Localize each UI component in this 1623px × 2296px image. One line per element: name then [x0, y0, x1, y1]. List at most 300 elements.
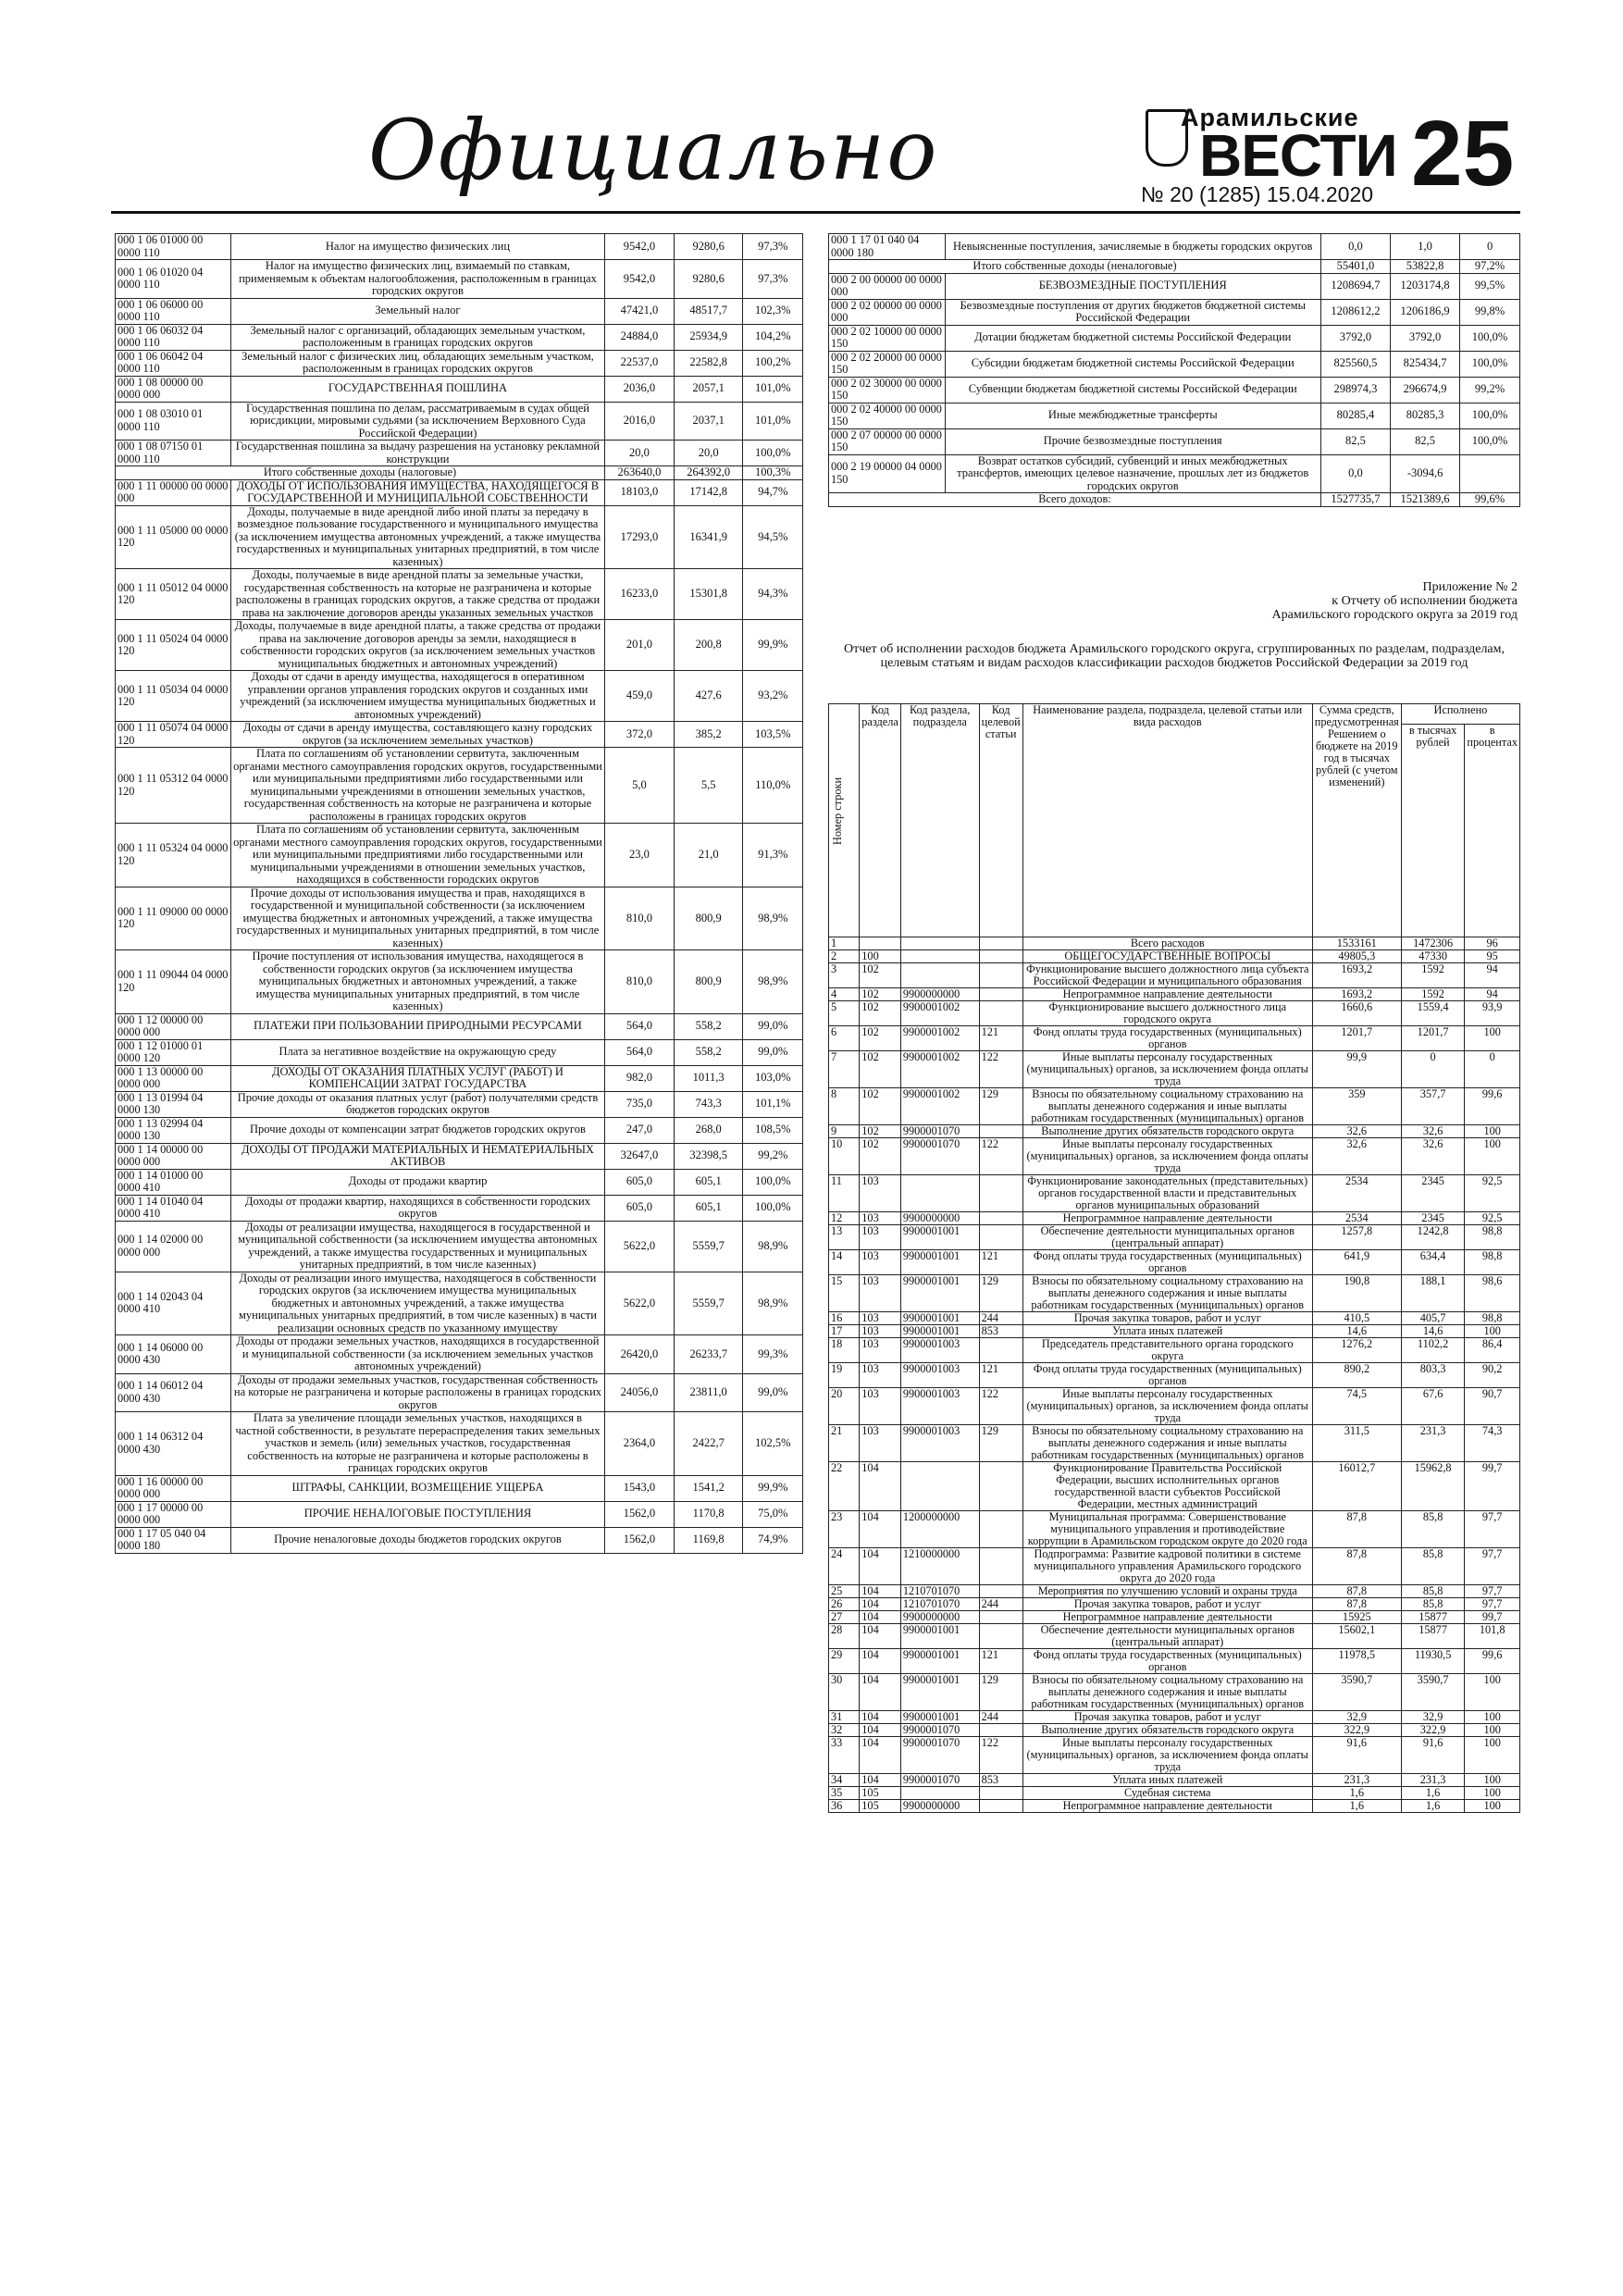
row-target: 9900001001	[900, 1711, 979, 1724]
row-percent: 86,4	[1465, 1338, 1520, 1363]
row-pct: 99,2%	[743, 1143, 803, 1169]
table-row	[116, 1065, 803, 1091]
row-kind: 121	[979, 1649, 1022, 1674]
row-sum: 2534	[1312, 1212, 1401, 1225]
row-plan: 298974,3	[1320, 377, 1390, 403]
row-number: 29	[829, 1649, 860, 1674]
row-fact: 264392,0	[674, 466, 743, 480]
col-name: Наименование раздела, подраздела, целевой статьи или вида расходов	[1022, 704, 1312, 937]
row-pct: 94,5%	[743, 505, 803, 569]
row-pct: 94,7%	[743, 479, 803, 505]
row-number: 6	[829, 1026, 860, 1051]
row-percent: 96	[1465, 937, 1520, 950]
row-plan: 2036,0	[605, 376, 675, 402]
row-fact: 800,9	[674, 887, 743, 950]
table-row	[829, 937, 1520, 950]
row-name: Выполнение других обязательств городского округа	[1022, 1724, 1312, 1737]
appendix-line-3: Арамильского городского округа за 2019 год	[1271, 608, 1518, 622]
row-number: 12	[829, 1212, 860, 1225]
row-percent: 99,7	[1465, 1462, 1520, 1511]
row-plan: 9542,0	[605, 260, 675, 299]
row-name: Функционирование Правительства Российской Федерации, высших исполнительных органов государственной власти субъектов Российской Федерации, местных администраций	[1022, 1462, 1312, 1511]
row-target: 9900001001	[900, 1674, 979, 1711]
row-code: 000 1 11 00000 00 0000 000	[116, 479, 231, 505]
row-section: 104	[860, 1649, 901, 1674]
row-pct: 94,3%	[743, 569, 803, 620]
col-exec-pct: в процентах	[1465, 725, 1520, 937]
row-kind: 122	[979, 1051, 1022, 1088]
row-code: 000 1 12 00000 00 0000 000	[116, 1013, 231, 1039]
row-percent: 100	[1465, 1138, 1520, 1175]
row-pct: 98,9%	[743, 1272, 803, 1335]
row-sum: 1693,2	[1312, 963, 1401, 988]
issue-info: № 20 (1285) 15.04.2020	[1141, 182, 1374, 206]
row-section: 102	[860, 1138, 901, 1175]
row-name: Доходы, получаемые в виде арендной платы за земельные участки, государственная собственность на которые не разграничена и которые расположены в границах городских округов, а также средства от продажи права на заключение договоров аренды указанных земельных участков	[230, 569, 604, 620]
row-fact: 21,0	[674, 824, 743, 887]
row-name: Взносы по обязательному социальному страхованию на выплаты денежного содержания и иные выплаты работникам государственных (муниципальных) органов	[1022, 1425, 1312, 1462]
row-pct: 99,0%	[743, 1373, 803, 1412]
appendix-line-1: Приложение № 2	[1422, 580, 1518, 594]
row-name: Взносы по обязательному социальному страхованию на выплаты денежного содержания и иные выплаты работникам государственных (муниципальных) органов	[1022, 1088, 1312, 1125]
row-executed: 1102,2	[1401, 1338, 1465, 1363]
row-kind	[979, 988, 1022, 1001]
row-pct: 0	[1460, 234, 1520, 260]
table-row	[829, 1724, 1520, 1737]
row-executed: 357,7	[1401, 1088, 1465, 1125]
row-pct: 102,5%	[743, 1412, 803, 1476]
row-code: 000 1 11 05074 04 0000 120	[116, 722, 231, 748]
row-plan: 32647,0	[605, 1143, 675, 1169]
row-code: 000 1 14 06312 04 0000 430	[116, 1412, 231, 1476]
table-row	[116, 824, 803, 887]
row-name: Непрограммное направление деятельности	[1022, 1611, 1312, 1624]
row-executed: 32,9	[1401, 1711, 1465, 1724]
page-number: 25	[1411, 102, 1515, 205]
table-row	[829, 1225, 1520, 1250]
row-target: 1210000000	[900, 1548, 979, 1585]
row-plan: 2016,0	[605, 402, 675, 441]
row-kind: 244	[979, 1312, 1022, 1325]
row-sum: 1276,2	[1312, 1338, 1401, 1363]
row-executed: 231,3	[1401, 1774, 1465, 1787]
row-sum: 3590,7	[1312, 1674, 1401, 1711]
row-name: Доходы от продажи земельных участков, находящихся в государственной и муниципальной собственности (за исключением земельных участков автономных учреждений)	[230, 1335, 604, 1374]
row-section: 104	[860, 1624, 901, 1649]
row-plan: 55401,0	[1320, 260, 1390, 274]
row-plan: 20,0	[605, 441, 675, 466]
row-pct: 100,0%	[743, 441, 803, 466]
row-name: Государственная пошлина за выдачу разрешения на установку рекламной конструкции	[230, 441, 604, 466]
row-name: Итого собственные доходы (налоговые)	[116, 466, 605, 480]
row-percent: 92,5	[1465, 1175, 1520, 1212]
header-rule	[111, 211, 1520, 214]
table-row	[829, 325, 1520, 351]
row-kind: 244	[979, 1598, 1022, 1611]
table-row	[829, 1462, 1520, 1511]
row-section: 104	[860, 1548, 901, 1585]
table-row	[116, 1039, 803, 1065]
row-name: Всего расходов	[1022, 937, 1312, 950]
row-pct: 99,9%	[743, 620, 803, 671]
row-plan: 1208694,7	[1320, 273, 1390, 299]
row-sum: 32,6	[1312, 1138, 1401, 1175]
row-name: Взносы по обязательному социальному страхованию на выплаты денежного содержания и иные выплаты работникам государственных (муниципальных) органов	[1022, 1275, 1312, 1312]
row-pct: 103,5%	[743, 722, 803, 748]
row-percent: 74,3	[1465, 1425, 1520, 1462]
row-code: 000 1 11 05012 04 0000 120	[116, 569, 231, 620]
table-row	[116, 402, 803, 441]
row-plan: 372,0	[605, 722, 675, 748]
row-percent: 100	[1465, 1800, 1520, 1813]
row-code: 000 1 11 05034 04 0000 120	[116, 671, 231, 722]
row-number: 25	[829, 1585, 860, 1598]
row-section: 102	[860, 1125, 901, 1138]
row-name: Плата по соглашениям об установлении сервитута, заключенным органами местного самоуправления городских округов, государственными или муниципальными предприятиями либо государственными или муниципальными учреждениями в отношении земельных участков, государственная собственность на которые не разграничена и которые расположены в границах городских округов	[230, 748, 604, 824]
row-percent: 98,8	[1465, 1225, 1520, 1250]
row-pct: 98,9%	[743, 1221, 803, 1272]
col-section: Код раздела	[860, 704, 901, 937]
row-kind	[979, 1787, 1022, 1800]
row-kind	[979, 1125, 1022, 1138]
row-name: Доходы от реализации имущества, находящегося в государственной и муниципальной собственности (за исключением имущества автономных учреждений, а также имущества государственных и муниципальных унитарных предприятий, в том числе казенных)	[230, 1221, 604, 1272]
row-target: 9900001003	[900, 1425, 979, 1462]
row-target: 9900001002	[900, 1088, 979, 1125]
row-sum: 87,8	[1312, 1585, 1401, 1598]
table-row	[116, 671, 803, 722]
row-pct: 75,0%	[743, 1501, 803, 1527]
row-plan: 1562,0	[605, 1501, 675, 1527]
row-plan: 1527735,7	[1320, 493, 1390, 507]
row-name: Доходы, получаемые в виде арендной платы, а также средства от продажи права на заключение договоров аренды за земли, находящиеся в собственности городских округов (за исключением земельных участков муниципальных бюджетных и автономных учреждений)	[230, 620, 604, 671]
row-name: Прочие доходы от оказания платных услуг (работ) получателями средств бюджетов городских округов	[230, 1091, 604, 1117]
row-number: 16	[829, 1312, 860, 1325]
row-number: 4	[829, 988, 860, 1001]
row-plan: 3792,0	[1320, 325, 1390, 351]
row-name: Функционирование законодательных (представительных) органов государственной власти и представительных органов муниципальных образований	[1022, 1175, 1312, 1212]
table-row	[829, 1800, 1520, 1813]
row-sum: 87,8	[1312, 1548, 1401, 1585]
row-sum: 49805,3	[1312, 950, 1401, 963]
row-fact: 558,2	[674, 1039, 743, 1065]
table-row	[829, 260, 1520, 274]
table-row	[116, 1501, 803, 1527]
row-fact: 20,0	[674, 441, 743, 466]
row-code: 000 1 11 05312 04 0000 120	[116, 748, 231, 824]
row-name: Фонд оплаты труда государственных (муниципальных) органов	[1022, 1363, 1312, 1388]
row-name: Доходы от реализации иного имущества, находящегося в собственности городских округов (за исключением имущества муниципальных бюджетных и автономных учреждений, а также имущества муниципальных унитарных предприятий, в том числе казенных) в части реализации основных средств по указанному имуществу	[230, 1272, 604, 1335]
row-name: Непрограммное направление деятельности	[1022, 1800, 1312, 1813]
row-percent: 100	[1465, 1724, 1520, 1737]
row-kind: 122	[979, 1388, 1022, 1425]
row-fact: 9280,6	[674, 234, 743, 260]
row-sum: 11978,5	[1312, 1649, 1401, 1674]
row-percent: 90,2	[1465, 1363, 1520, 1388]
row-pct: 100,0%	[743, 1169, 803, 1195]
row-fact: 17142,8	[674, 479, 743, 505]
table-row	[829, 963, 1520, 988]
row-fact: 25934,9	[674, 324, 743, 350]
row-target: 9900001002	[900, 1001, 979, 1026]
table-row	[829, 1548, 1520, 1585]
appendix-note	[1110, 580, 1518, 622]
row-target: 1210701070	[900, 1585, 979, 1598]
row-code: 000 1 14 06012 04 0000 430	[116, 1373, 231, 1412]
row-percent: 100	[1465, 1026, 1520, 1051]
row-section: 104	[860, 1774, 901, 1787]
row-name: Налог на имущество физических лиц, взимаемый по ставкам, применяемым к объектам налогообложения, расположенным в границах городских округов	[230, 260, 604, 299]
row-pct: 99,0%	[743, 1039, 803, 1065]
table-row	[116, 505, 803, 569]
row-target	[900, 963, 979, 988]
table-row	[829, 234, 1520, 260]
row-code: 000 2 02 20000 00 0000 150	[829, 351, 946, 377]
row-code: 000 1 06 06042 04 0000 110	[116, 350, 231, 376]
row-plan: 47421,0	[605, 298, 675, 324]
row-pct: 99,9%	[743, 1475, 803, 1501]
row-kind	[979, 937, 1022, 950]
row-percent: 100	[1465, 1125, 1520, 1138]
row-number: 30	[829, 1674, 860, 1711]
row-kind	[979, 1548, 1022, 1585]
row-number: 17	[829, 1325, 860, 1338]
row-kind	[979, 1175, 1022, 1212]
table-row	[829, 377, 1520, 403]
row-number: 13	[829, 1225, 860, 1250]
row-name: Итого собственные доходы (неналоговые)	[829, 260, 1321, 274]
row-code: 000 1 11 09000 00 0000 120	[116, 887, 231, 950]
row-name: Взносы по обязательному социальному страхованию на выплаты денежного содержания и иные выплаты работникам государственных (муниципальных) органов	[1022, 1674, 1312, 1711]
row-name: Доходы от сдачи в аренду имущества, находящегося в оперативном управлении органов управления городских округов и созданных ими учреждений (за исключением имущества муниципальных бюджетных и автономных учреждений)	[230, 671, 604, 722]
row-code: 000 2 07 00000 00 0000 150	[829, 428, 946, 454]
row-plan: 22537,0	[605, 350, 675, 376]
row-fact: 1170,8	[674, 1501, 743, 1527]
row-pct: 100,0%	[743, 1195, 803, 1221]
row-pct: 101,0%	[743, 376, 803, 402]
table-row	[829, 1787, 1520, 1800]
table-row	[829, 1250, 1520, 1275]
row-executed: 47330	[1401, 950, 1465, 963]
row-name: Прочие поступления от использования имущества, находящегося в собственности городских округов (за исключением имущества муниципальных бюджетных и автономных учреждений, а также имущества муниципальных унитарных предприятий, в том числе казенных)	[230, 950, 604, 1014]
row-plan: 1208612,2	[1320, 299, 1390, 325]
table-row	[829, 1711, 1520, 1724]
row-number: 35	[829, 1787, 860, 1800]
row-executed: 2345	[1401, 1175, 1465, 1212]
row-executed: 1559,4	[1401, 1001, 1465, 1026]
row-plan: 735,0	[605, 1091, 675, 1117]
row-name: Налог на имущество физических лиц	[230, 234, 604, 260]
row-target: 9900001070	[900, 1737, 979, 1774]
row-kind: 853	[979, 1325, 1022, 1338]
row-percent: 100	[1465, 1774, 1520, 1787]
row-kind	[979, 1212, 1022, 1225]
row-target: 9900001001	[900, 1250, 979, 1275]
row-kind: 121	[979, 1026, 1022, 1051]
row-plan: 982,0	[605, 1065, 675, 1091]
row-name: Иные выплаты персоналу государственных (муниципальных) органов, за исключением фонда оплаты труда	[1022, 1388, 1312, 1425]
table-row	[829, 1325, 1520, 1338]
row-fact: 5559,7	[674, 1272, 743, 1335]
table-row	[829, 1388, 1520, 1425]
table-row	[829, 1125, 1520, 1138]
row-pct: 104,2%	[743, 324, 803, 350]
row-fact: 385,2	[674, 722, 743, 748]
row-executed: 85,8	[1401, 1511, 1465, 1548]
row-executed: 405,7	[1401, 1312, 1465, 1325]
table-row	[829, 1363, 1520, 1388]
row-section: 103	[860, 1338, 901, 1363]
row-code: 000 2 00 00000 00 0000 000	[829, 273, 946, 299]
row-number: 21	[829, 1425, 860, 1462]
row-kind: 129	[979, 1088, 1022, 1125]
row-code: 000 1 11 05000 00 0000 120	[116, 505, 231, 569]
row-name: БЕЗВОЗМЕЗДНЫЕ ПОСТУПЛЕНИЯ	[945, 273, 1320, 299]
table-row	[116, 298, 803, 324]
row-name: Уплата иных платежей	[1022, 1774, 1312, 1787]
row-target: 9900001002	[900, 1051, 979, 1088]
row-section: 102	[860, 1001, 901, 1026]
row-section: 105	[860, 1800, 901, 1813]
row-code: 000 1 14 01040 04 0000 410	[116, 1195, 231, 1221]
row-number: 1	[829, 937, 860, 950]
row-plan: 605,0	[605, 1195, 675, 1221]
row-name: Субсидии бюджетам бюджетной системы Российской Федерации	[945, 351, 1320, 377]
row-code: 000 1 06 01000 00 0000 110	[116, 234, 231, 260]
row-kind	[979, 1611, 1022, 1624]
row-number: 33	[829, 1737, 860, 1774]
table-row	[829, 1585, 1520, 1598]
row-number: 32	[829, 1724, 860, 1737]
row-section: 102	[860, 988, 901, 1001]
row-name: Непрограммное направление деятельности	[1022, 1212, 1312, 1225]
row-code: 000 1 17 01 040 04 0000 180	[829, 234, 946, 260]
row-code: 000 1 08 03010 01 0000 110	[116, 402, 231, 441]
row-sum: 322,9	[1312, 1724, 1401, 1737]
table-row	[116, 1117, 803, 1143]
row-code: 000 1 14 02043 04 0000 410	[116, 1272, 231, 1335]
row-sum: 32,6	[1312, 1125, 1401, 1138]
row-name: Всего доходов:	[829, 493, 1321, 507]
row-pct: 97,3%	[743, 234, 803, 260]
row-kind	[979, 950, 1022, 963]
row-pct: 98,9%	[743, 950, 803, 1014]
row-section: 103	[860, 1212, 901, 1225]
row-number: 26	[829, 1598, 860, 1611]
row-name: ОБЩЕГОСУДАРСТВЕННЫЕ ВОПРОСЫ	[1022, 950, 1312, 963]
row-name: Возврат остатков субсидий, субвенций и иных межбюджетных трансфертов, имеющих целевое назначение, прошлых лет из бюджетов городских округов	[945, 454, 1320, 493]
row-plan: 825560,5	[1320, 351, 1390, 377]
row-name: Плата по соглашениям об установлении сервитута, заключенным органами местного самоуправления городских округов, государственными или муниципальными предприятиями либо государственными или муниципальными учреждениями в отношении земельных участков, находящихся в собственности городских округов	[230, 824, 604, 887]
row-name: Доходы от продажи квартир, находящихся в собственности городских округов	[230, 1195, 604, 1221]
row-name: Доходы от сдачи в аренду имущества, составляющего казну городских округов (за исключением земельных участков)	[230, 722, 604, 748]
row-sum: 74,5	[1312, 1388, 1401, 1425]
row-fact: 558,2	[674, 1013, 743, 1039]
row-target: 9900001001	[900, 1624, 979, 1649]
row-number: 28	[829, 1624, 860, 1649]
row-name: ДОХОДЫ ОТ ИСПОЛЬЗОВАНИЯ ИМУЩЕСТВА, НАХОДЯЩЕГОСЯ В ГОСУДАРСТВЕННОЙ И МУНИЦИПАЛЬНОЙ СОБСТВЕННОСТИ	[230, 479, 604, 505]
row-section: 104	[860, 1611, 901, 1624]
row-section: 104	[860, 1598, 901, 1611]
row-fact: 1521389,6	[1391, 493, 1460, 507]
row-plan: 459,0	[605, 671, 675, 722]
row-plan: 247,0	[605, 1117, 675, 1143]
row-code: 000 1 11 05024 04 0000 120	[116, 620, 231, 671]
row-code: 000 1 08 00000 00 0000 000	[116, 376, 231, 402]
row-kind: 129	[979, 1425, 1022, 1462]
row-fact: 5559,7	[674, 1221, 743, 1272]
row-plan: 263640,0	[605, 466, 675, 480]
expense-table	[828, 703, 1520, 1813]
row-target: 9900001001	[900, 1225, 979, 1250]
row-kind	[979, 1624, 1022, 1649]
row-target: 9900001001	[900, 1649, 979, 1674]
row-name: ДОХОДЫ ОТ ОКАЗАНИЯ ПЛАТНЫХ УСЛУГ (РАБОТ) И КОМПЕНСАЦИИ ЗАТРАТ ГОСУДАРСТВА	[230, 1065, 604, 1091]
row-name: Земельный налог	[230, 298, 604, 324]
row-plan: 2364,0	[605, 1412, 675, 1476]
row-fact: 1203174,8	[1391, 273, 1460, 299]
row-target: 1210701070	[900, 1598, 979, 1611]
table-row	[829, 1051, 1520, 1088]
row-kind: 122	[979, 1138, 1022, 1175]
row-fact: 1169,8	[674, 1527, 743, 1553]
row-pct: 97,2%	[1460, 260, 1520, 274]
row-percent: 93,9	[1465, 1001, 1520, 1026]
table-row	[829, 1275, 1520, 1312]
row-fact: 1,0	[1391, 234, 1460, 260]
row-percent: 100	[1465, 1737, 1520, 1774]
row-pct: 99,5%	[1460, 273, 1520, 299]
row-kind	[979, 1338, 1022, 1363]
row-plan: 17293,0	[605, 505, 675, 569]
row-fact: 1011,3	[674, 1065, 743, 1091]
row-plan: 0,0	[1320, 234, 1390, 260]
table-row	[829, 1774, 1520, 1787]
row-pct: 100,0%	[1460, 403, 1520, 428]
row-number: 2	[829, 950, 860, 963]
row-name: Подпрограмма: Развитие кадровой политики в системе муниципального управления Арамильского городского округа до 2020 года	[1022, 1548, 1312, 1585]
row-code: 000 1 14 02000 00 0000 000	[116, 1221, 231, 1272]
row-section: 102	[860, 963, 901, 988]
row-sum: 190,8	[1312, 1275, 1401, 1312]
row-executed: 3590,7	[1401, 1674, 1465, 1711]
row-number: 24	[829, 1548, 860, 1585]
row-code: 000 1 06 06000 00 0000 110	[116, 298, 231, 324]
row-fact: 825434,7	[1391, 351, 1460, 377]
row-code: 000 1 13 00000 00 0000 000	[116, 1065, 231, 1091]
row-executed: 0	[1401, 1051, 1465, 1088]
row-fact: 296674,9	[1391, 377, 1460, 403]
row-name: Плата за увеличение площади земельных участков, находящихся в частной собственности, в результате перераспределения таких земельных участков и земель (или) земельных участков, государственная собственность на которые не разграничена и которые расположены в границах городских округов	[230, 1412, 604, 1476]
row-executed: 231,3	[1401, 1425, 1465, 1462]
row-pct: 101,1%	[743, 1091, 803, 1117]
row-executed: 32,6	[1401, 1138, 1465, 1175]
row-percent: 97,7	[1465, 1511, 1520, 1548]
row-percent: 97,7	[1465, 1598, 1520, 1611]
table-row	[116, 1412, 803, 1476]
table-row	[116, 1475, 803, 1501]
row-code: 000 1 12 01000 01 0000 120	[116, 1039, 231, 1065]
row-plan: 0,0	[1320, 454, 1390, 493]
row-section: 104	[860, 1585, 901, 1598]
row-number: 9	[829, 1125, 860, 1138]
row-number: 34	[829, 1774, 860, 1787]
row-plan: 605,0	[605, 1169, 675, 1195]
row-fact: 22582,8	[674, 350, 743, 376]
row-fact: 427,6	[674, 671, 743, 722]
table-row	[829, 1674, 1520, 1711]
row-executed: 85,8	[1401, 1585, 1465, 1598]
row-percent: 98,8	[1465, 1312, 1520, 1325]
